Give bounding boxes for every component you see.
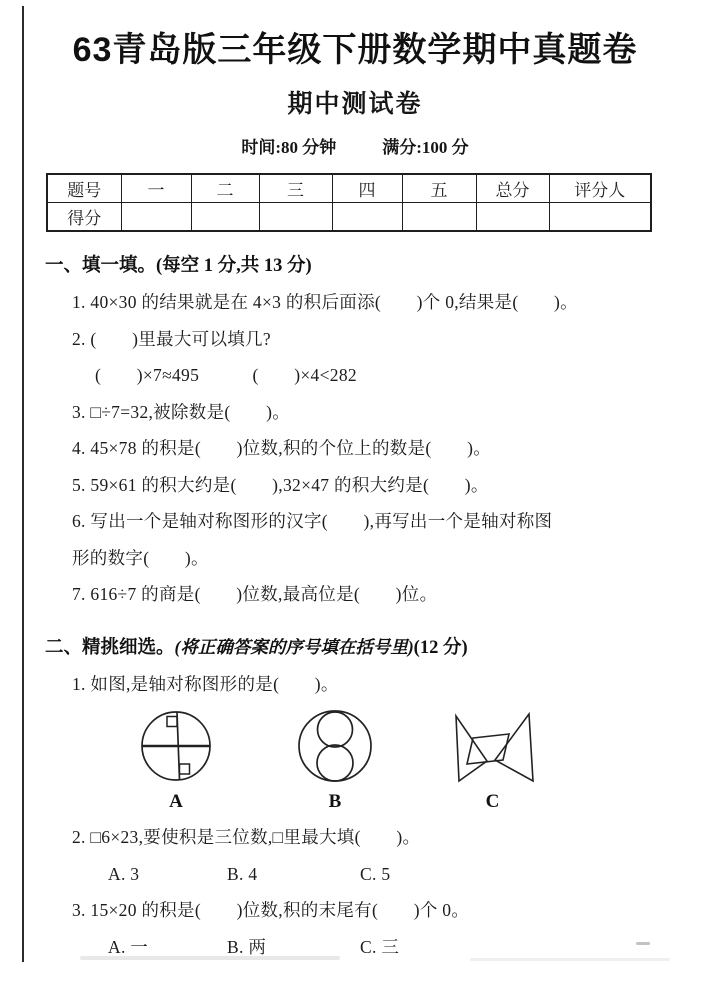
exam-meta [0,133,710,158]
exam-subtitle: 期中测试卷 [287,91,423,118]
figure-c-label: C [485,791,500,812]
score-blank-cell [549,203,651,232]
figure-b-label: B [328,791,342,812]
scan-artifact-dash [636,942,650,945]
page-title: 63青岛版三年级下册数学期中真题卷 [72,31,638,69]
s1-item-4: 4. 45×78 的积是( )位数,积的个位上的数是( )。 [72,438,492,458]
option-a: A. 3 [108,863,140,884]
s1-item-2: 2. ( )里最大可以填几? [72,328,271,349]
section-two-title: 二、精挑细选。 [45,637,175,658]
score-table-header-cell: 总分 [476,174,549,203]
s2-question-1: 1. 如图,是轴对称图形的是( )。 [72,673,339,694]
s1-item-3: 3. □÷7=32,被除数是( )。 [72,401,291,422]
score-table [46,173,652,232]
symmetry-figures-row [133,708,680,813]
section-one-note: (每空 1 分,共 13 分) [156,256,312,276]
score-blank-cell [259,203,332,232]
score-blank-cell [191,203,259,232]
pinwheel-triangles-figure [445,708,540,784]
section-one-title: 一、填一填。 [45,256,157,276]
score-table-score-row [47,203,651,232]
s1-item-2-equations: ( )×7≈495 ( )×4<282 [95,365,357,385]
exam-body [45,253,680,965]
score-table-header-cell: 一 [121,174,191,203]
scan-artifact [80,956,340,960]
score-table-header-cell: 四 [332,174,402,203]
option-b: B. 4 [227,863,258,884]
s1-item-7: 7. 616÷7 的商是( )位数,最高位是( )位。 [72,584,438,604]
circle-figure-eight-figure [295,708,375,784]
option-b: B. 两 [227,936,267,957]
score-table-header-cell: 评分人 [549,174,651,203]
option-c: C. 5 [360,863,391,884]
s1-item-1: 1. 40×30 的结果就是在 4×3 的积后面添( )个 0,结果是( )。 [72,292,578,312]
option-a: A. 一 [108,936,149,957]
section-two-note: (将正确答案的序号填在括号里) [174,636,414,657]
circle-crosshair-figure [133,708,219,784]
s1-item-6: 6. 写出一个是轴对称图形的汉字( ),再写出一个是轴对称图 [72,511,553,531]
score-table-header-cell: 五 [402,174,476,203]
section-two-points: (12 分) [413,637,468,658]
score-table-header-row [47,174,651,203]
score-table-header-cell: 二 [191,174,259,203]
s1-item-5: 5. 59×61 的积大约是( ),32×47 的积大约是( )。 [72,474,489,495]
figure-a [133,708,219,813]
s1-item-6-continued: 形的数字( )。 [72,547,209,568]
scan-artifact [470,958,670,961]
page-left-border-line [22,6,24,962]
figure-b [295,708,375,813]
s2-question-2: 2. □6×23,要使积是三位数,□里最大填( )。 [72,827,421,847]
figure-a-label: A [169,791,183,812]
score-blank-cell [402,203,476,232]
figure-c [445,708,540,813]
score-blank-cell [332,203,402,232]
s2-question-3: 3. 15×20 的积是( )位数,积的末尾有( )个 0。 [72,900,470,920]
section-one-heading [45,253,680,279]
section-two-heading [45,634,680,661]
score-table-header-cell: 题号 [47,174,121,203]
time-limit-label: 时间:80 分钟 [241,138,337,157]
s2-question-2-options [108,856,680,893]
score-row-label: 得分 [47,203,121,232]
score-blank-cell [121,203,191,232]
full-score-label: 满分:100 分 [382,138,469,157]
score-table-header-cell: 三 [259,174,332,203]
option-c: C. 三 [360,936,400,957]
score-blank-cell [476,203,549,232]
